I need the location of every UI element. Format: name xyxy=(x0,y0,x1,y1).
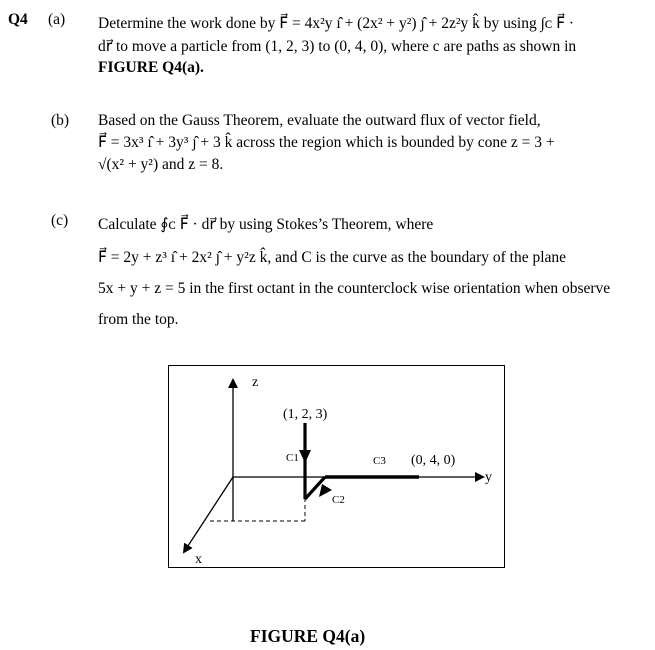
path-c2-arrow xyxy=(319,484,332,497)
z-axis-label: z xyxy=(252,375,259,390)
path-c1-arrow xyxy=(299,450,311,463)
part-b-line-2: F⃗ = 3x³ ı̂ + 3y³ ȷ̂ + 3 k̂ across the region which is bounded by cone z = 3 + xyxy=(98,134,555,151)
part-a-label: (a) xyxy=(48,11,66,28)
part-c-line-1: Calculate ∮ᴄ F⃗ · dr⃗ by using Stokes’s Theorem, where xyxy=(98,216,434,233)
figure-q4a-diagram xyxy=(169,366,506,569)
part-c-line-4: from the top. xyxy=(98,311,179,328)
part-b-line-3: √(x² + y²) and z = 8. xyxy=(98,156,224,173)
part-c-line-3: 5x + y + z = 5 in the first octant in the counterclock wise orientation when observe xyxy=(98,280,611,297)
question-number: Q4 xyxy=(8,11,28,28)
path-c3-label: C3 xyxy=(373,455,386,467)
point-start-label: (1, 2, 3) xyxy=(283,407,328,422)
y-axis-label: y xyxy=(485,470,492,485)
part-a-line-3: FIGURE Q4(a). xyxy=(98,59,204,76)
part-a-line-1: Determine the work done by F⃗ = 4x²y ı̂ + (2x² + y²) ȷ̂ + 2z²y k̂ by using ∫ᴄ F⃗ · xyxy=(98,15,575,32)
part-b-line-1: Based on the Gauss Theorem, evaluate the outward flux of vector field, xyxy=(98,112,541,129)
x-axis xyxy=(184,477,233,552)
path-c1-label: C1 xyxy=(286,452,299,464)
point-end-label: (0, 4, 0) xyxy=(411,453,456,468)
part-b-label: (b) xyxy=(51,112,70,129)
figure-caption: FIGURE Q4(a) xyxy=(250,626,366,646)
part-c-line-2: F⃗ = 2y + z³ ı̂ + 2x² ȷ̂ + y²z k̂, and C is the curve as the boundary of the plane xyxy=(98,249,567,266)
path-c2-label: C2 xyxy=(332,494,345,506)
figure-q4a-frame xyxy=(168,365,505,568)
part-a-line-2: dr⃗ to move a particle from (1, 2, 3) to (0, 4, 0), where c are paths as shown in xyxy=(98,38,577,55)
x-axis-label: x xyxy=(195,552,202,567)
part-c-label: (c) xyxy=(51,212,69,229)
